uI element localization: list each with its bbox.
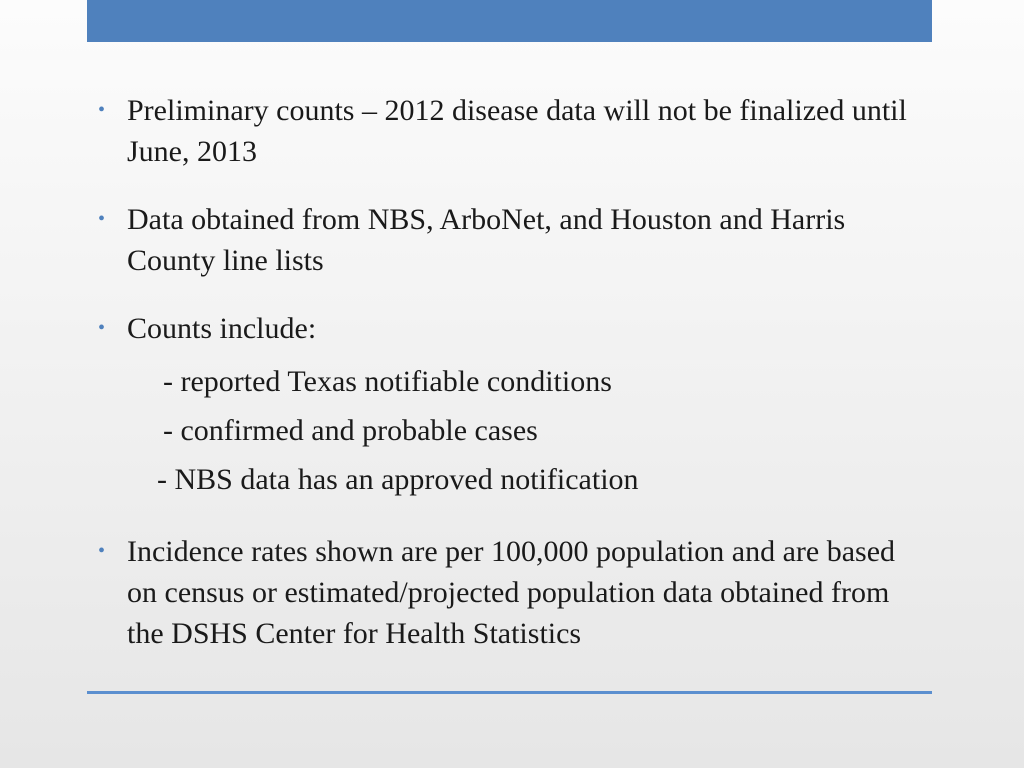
bullet-item [96,308,926,504]
footer-rule [87,691,932,694]
title-bar [87,0,932,42]
sub-list [127,357,926,504]
slide-body [96,90,926,681]
bullet-text: Counts include: [127,312,317,345]
bullet-item [96,531,926,654]
bullet-text: Data obtained from NBS, ArboNet, and Houston and Harris County line lists [127,203,846,277]
bullet-text: Incidence rates shown are per 100,000 population and are based on census or estimated/projected population data obtained from the DSHS Center for Health Statistics [127,535,896,650]
bullet-text: Preliminary counts – 2012 disease data will not be finalized until June, 2013 [127,94,907,168]
bullet-item [96,90,926,172]
bullet-dot-icon: • [98,99,106,121]
sub-item: - NBS data has an approved notification [157,463,639,496]
sub-item: - confirmed and probable cases [163,414,538,447]
bullet-dot-icon: • [98,540,106,562]
sub-item: - reported Texas notifiable conditions [163,365,612,398]
bullet-dot-icon: • [98,208,106,230]
bullet-dot-icon: • [98,317,106,339]
bullet-item [96,199,926,281]
